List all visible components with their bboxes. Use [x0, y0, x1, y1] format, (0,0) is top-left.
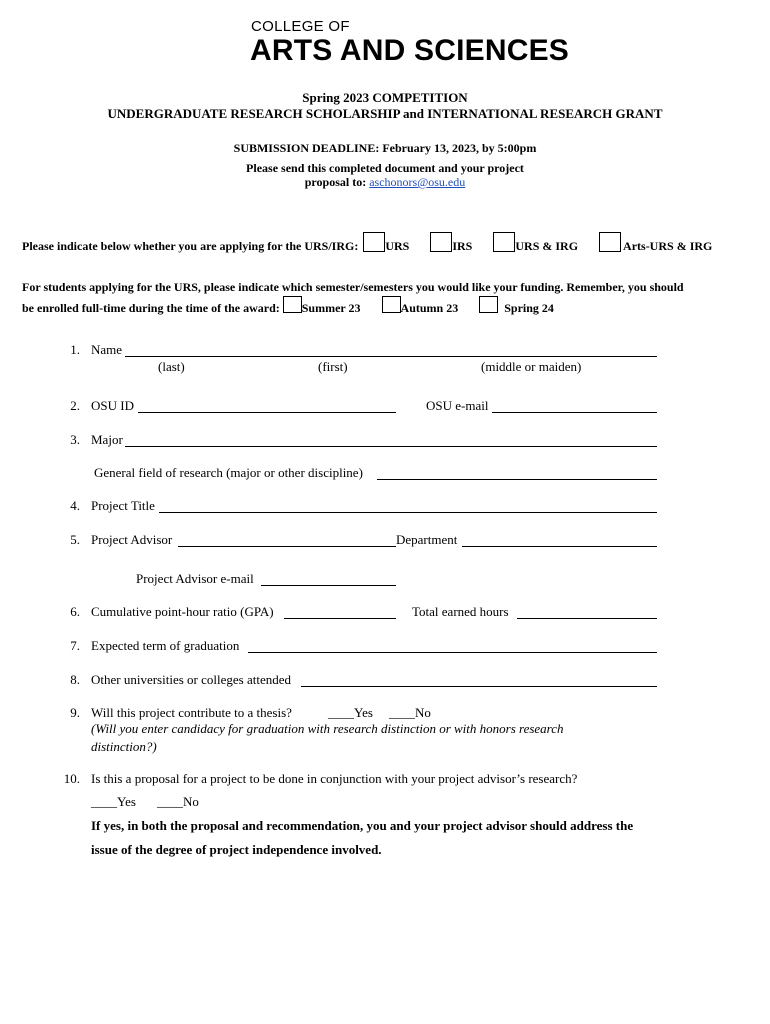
- conjunction-question: Is this a proposal for a project to be done in conjunction with your project advisor’s research?: [91, 771, 578, 786]
- general-field-label: General field of research (major or other discipline): [94, 465, 363, 480]
- item-number: 5.: [70, 532, 80, 547]
- first-caption: (first): [318, 359, 348, 374]
- item-number: 7.: [70, 638, 80, 653]
- department-input[interactable]: [462, 546, 657, 547]
- send-instruction-line2: [0, 175, 770, 190]
- urs-irg-label: URS & IRG: [515, 239, 579, 253]
- semester-line2: [22, 296, 554, 316]
- conjunction-yes-option[interactable]: ____Yes: [91, 794, 136, 809]
- send-prefix: proposal to:: [304, 175, 370, 189]
- applying-prompt: Please indicate below whether you are applying for the URS/IRG:: [22, 239, 359, 253]
- arts-urs-irg-checkbox[interactable]: [599, 232, 621, 252]
- graduation-input[interactable]: [248, 652, 657, 653]
- conjunction-no-option[interactable]: ____No: [157, 794, 199, 809]
- program-title: UNDERGRADUATE RESEARCH SCHOLARSHIP and INTERNATIONAL RESEARCH GRANT: [107, 106, 663, 121]
- item-number: 9.: [70, 705, 80, 720]
- middle-caption: (middle or maiden): [481, 359, 582, 374]
- autumn-checkbox[interactable]: [382, 296, 401, 313]
- spring-label: Spring 24: [504, 301, 554, 315]
- name-input[interactable]: [125, 356, 657, 357]
- project-advisor-label: Project Advisor: [91, 532, 173, 547]
- gpa-label: Cumulative point-hour ratio (GPA): [91, 604, 274, 619]
- irs-checkbox[interactable]: [430, 232, 452, 252]
- osu-email-input[interactable]: [492, 412, 657, 413]
- competition-title: Spring 2023 COMPETITION: [302, 90, 468, 105]
- urs-irg-checkbox[interactable]: [493, 232, 515, 252]
- item-number: 10.: [63, 771, 80, 786]
- graduation-label: Expected term of graduation: [91, 638, 240, 653]
- advisor-email-label: Project Advisor e-mail: [136, 571, 254, 586]
- independence-note-line2: issue of the degree of project independence involved.: [91, 842, 382, 857]
- item-number: 8.: [70, 672, 80, 687]
- send-instruction: Please send this completed document and your project: [246, 161, 524, 175]
- total-hours-input[interactable]: [517, 618, 657, 619]
- logo-college-of: COLLEGE OF: [251, 18, 350, 35]
- osu-id-label: OSU ID: [91, 398, 134, 413]
- item-number: 6.: [70, 604, 80, 619]
- name-label: Name: [91, 342, 123, 357]
- summer-label: Summer 23: [301, 301, 361, 315]
- email-link[interactable]: aschonors@osu.edu: [369, 175, 466, 189]
- other-universities-label: Other universities or colleges attended: [91, 672, 291, 687]
- project-advisor-input[interactable]: [178, 546, 396, 547]
- thesis-note-line1: (Will you enter candidacy for graduation with research distinction or with honors research: [91, 721, 564, 736]
- semester-line1: For students applying for the URS, please indicate which semester/semesters you would like your funding. Remember, you should: [22, 280, 684, 294]
- project-title-input[interactable]: [159, 512, 657, 513]
- project-title-label: Project Title: [91, 498, 155, 513]
- total-hours-label: Total earned hours: [412, 604, 509, 619]
- item-number: 4.: [70, 498, 80, 513]
- submission-deadline: SUBMISSION DEADLINE: February 13, 2023, by 5:00pm: [233, 141, 537, 155]
- thesis-no-option[interactable]: ____No: [389, 705, 431, 720]
- irs-label: IRS: [452, 239, 473, 253]
- item-number: 1.: [70, 342, 80, 357]
- advisor-email-input[interactable]: [261, 585, 396, 586]
- department-label: Department: [396, 532, 458, 547]
- major-input[interactable]: [125, 446, 657, 447]
- item-number: 3.: [70, 432, 80, 447]
- urs-checkbox[interactable]: [363, 232, 385, 252]
- urs-label: URS: [385, 239, 410, 253]
- item-number: 2.: [70, 398, 80, 413]
- gpa-input[interactable]: [284, 618, 396, 619]
- arts-urs-irg-label: Arts-URS & IRG: [623, 239, 713, 253]
- logo-arts-and-sciences: ARTS AND SCIENCES: [250, 34, 569, 67]
- thesis-note-line2: distinction?): [91, 739, 157, 754]
- autumn-label: Autumn 23: [400, 301, 459, 315]
- other-universities-input[interactable]: [301, 686, 657, 687]
- independence-note-line1: If yes, in both the proposal and recommendation, you and your project advisor should address the: [91, 818, 634, 833]
- osu-id-input[interactable]: [138, 412, 396, 413]
- spring-checkbox[interactable]: [479, 296, 498, 313]
- thesis-yes-option[interactable]: ____Yes: [328, 705, 373, 720]
- applying-row: [22, 232, 712, 254]
- osu-email-label: OSU e-mail: [426, 398, 489, 413]
- thesis-question: Will this project contribute to a thesis?: [91, 705, 292, 720]
- semester-prompt: be enrolled full-time during the time of the award:: [22, 301, 280, 315]
- general-field-input[interactable]: [377, 479, 657, 480]
- last-caption: (last): [158, 359, 185, 374]
- summer-checkbox[interactable]: [283, 296, 302, 313]
- major-label: Major: [91, 432, 123, 447]
